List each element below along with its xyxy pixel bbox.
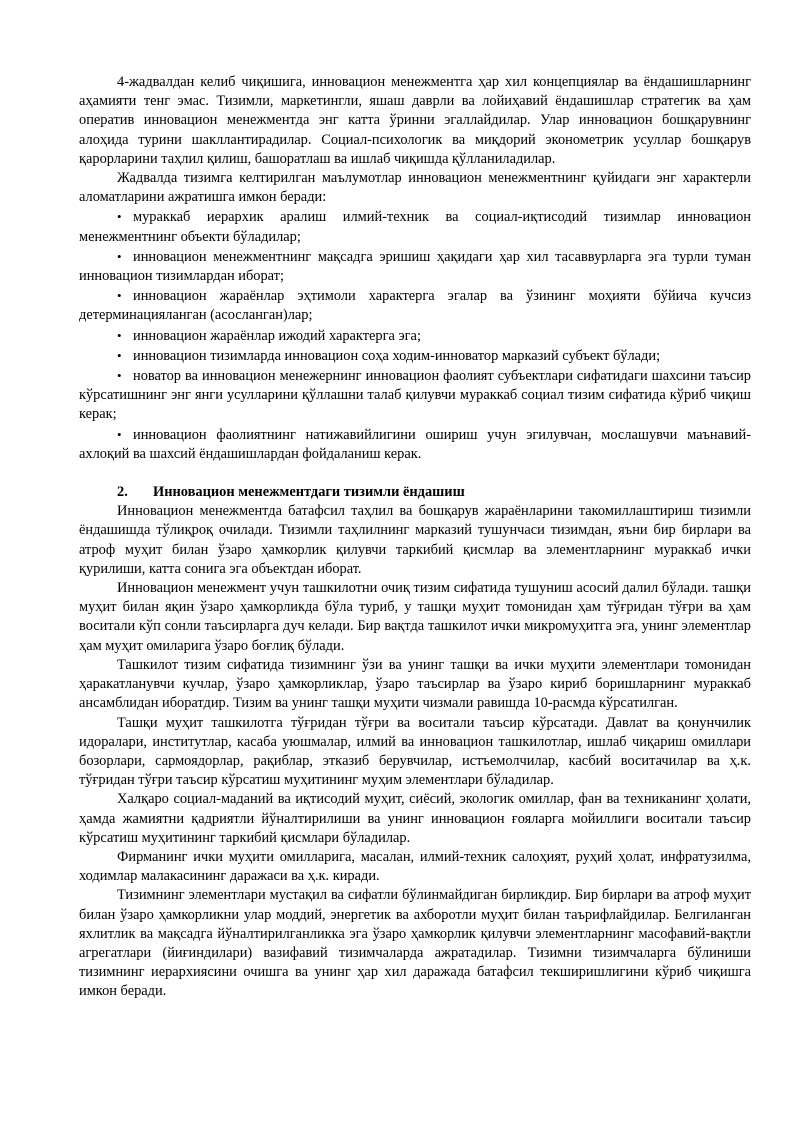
- bullet-item-6: [79, 366, 751, 425]
- bullet-item-4: [79, 326, 751, 346]
- section-paragraph-6: Фирманинг ички муҳити омилларига, масалан, илмий-техник салоҳият, руҳий ҳолат, инфратузилма, ходимлар малакасининг даражаси ва ҳ.к. киради.: [79, 848, 751, 885]
- document-page: [79, 73, 751, 1002]
- section-title: Инновацион менежментдаги тизимли ёндашиш: [153, 484, 465, 501]
- intro-paragraph-1: 4-жадвалдан келиб чиқишига, инновацион менежментга ҳар хил концепциялар ва ёндашишларнинг аҳамияти тенг эмас. Тизимли, маркетингли, яшаш даврли ва лойиҳавий ёндашишлар стратегик ва ҳам оператив инновацион менежментда энг катта ўринни эгаллайдилар. Улар инновацион бошқарувнинг алоҳида турини шакллантирадилар. Социал-психологик ва миқдорий эконометрик усуллар бошқарув қарорларини таҳлил қилиш, башоратлаш ва ишлаб чиқишда қўлланиладилар.: [79, 74, 751, 167]
- bullet-list: [79, 207, 751, 464]
- section-paragraph-2: Инновацион менежмент учун ташкилотни очиқ тизим сифатида тушуниш асосий далил бўлади. ташқи муҳит билан яқин ўзаро ҳамкорликда бўла туриб, у ташқи муҳит томонидан ҳам тўғридан тўғри ва ҳам воситали кўп сонли таъсирларга дуч келади. Бир вақтда ташкилот ички микромуҳитга эга, унинг элементлар ҳам муҳит омиларига ўзаро боғлиқ бўлади.: [79, 580, 751, 654]
- section-number: 2.: [117, 484, 128, 501]
- section-paragraph-1: Инновацион менежментда батафсил таҳлил ва бошқарув жараёнларини такомиллаштириш тизимли ёндашишда тўлиқроқ очилади. Тизимли таҳлилнинг марказий тушунчаси тизимдан, яъни бир бирлари ва атроф муҳит билан ўзаро ҳамкорлик қилувчи таркибий қисмлар ва элементларнинг мураккаб ички қурилиши, катта сонига эга объектдан иборат.: [79, 503, 751, 577]
- bullet-text: инновацион менежментнинг мақсадга эришиш ҳақидаги ҳар хил тасаввурларга эга турли туман инновацион тизимлардан иборат;: [79, 248, 751, 285]
- bullet-text: инновацион жараёнлар эҳтимоли характерга эгалар ва ўзининг моҳияти бўйича кучсиз детерминацияланган (асосланган)лар;: [79, 288, 751, 324]
- bullet-icon: •: [117, 209, 122, 225]
- section-paragraph-4: Ташқи муҳит ташкилотга тўғридан тўғри ва воситали таъсир кўрсатади. Давлат ва қонунчилик идоралари, институтлар, касаба уюшмалар, илмий ва инновацион ташкилотлар, ишлаб чиқариш омиллари бозорлари, сармоядорлар, рақиблар, эткaзиб берувчилар, истъемолчилар, касбий воситачилар ва ҳ.к. тўғридан тўғри таъсир кўрсатиш муҳитининг муҳим элементлари бўладилар.: [79, 714, 751, 789]
- bullet-item-3: [79, 286, 751, 325]
- section-paragraph-7: Тизимнинг элементлари мустақил ва сифатли бўлинмайдиган бирликдир. Бир бирлари ва атроф муҳит билан ўзаро ҳамкорликни улар моддий, энергетик ва ахборотли муҳит билан таърифлайдилар. Белгиланган яхлитлик ва мақсадга йўналтирилганликка эга ўзаро ҳамкорлик қилувчи элементларнинг масофавий-вақтли агрегатлари (йиғиндилари) вазифавий тизимчаларда ажратадилар. Тизимни тизимчаларга бўлиниши тизимнинг иерархиясини очишга ва унинг ҳар хил даражада батафсил текширишлигини кўриб чиқишга имкон беради.: [79, 887, 751, 1000]
- bullet-icon: •: [117, 368, 122, 384]
- bullet-icon: •: [117, 347, 122, 363]
- bullet-item-2: [79, 247, 751, 286]
- bullet-item-5: [79, 346, 751, 366]
- intro-paragraph-2: Жадвалда тизимга келтирилган маълумотлар инновацион менежментнинг қуйидаги энг характерли аломатларини ажратишга имкон беради:: [79, 170, 751, 206]
- bullet-text: инновацион жараёнлар ижодий характерга эга;: [133, 327, 421, 344]
- bullet-text: инновацион тизимларда инновацион соҳа ходим-инноватор марказий субъект бўлади;: [133, 347, 661, 364]
- bullet-icon: •: [117, 426, 122, 442]
- bullet-icon: •: [117, 288, 122, 304]
- bullet-text: новатор ва инновацион менежернинг инновацион фаолият субъектлари сифатидаги шахсини таъсир кўрсатишнинг энг янги усулларини қўллашни талаб қилувчи мураккаб социал тизим сифатида кўриб чиқиш керак;: [79, 368, 751, 423]
- bullet-item-7: [79, 425, 751, 464]
- bullet-item-1: [79, 207, 751, 246]
- section-paragraph-3: Ташкилот тизим сифатида тизимнинг ўзи ва унинг ташқи ва ички муҳити элементлари томонидан ҳаракатланувчи кучлар, ўзаро ҳамкорликлар, ўзаро таъсирлар ва ўзаро кириб боришларнинг мураккаб ансамблидан иборатдир. Тизим ва унинг ташқи муҳити чизмали равишда 10-расмда кўрсатилган.: [79, 656, 751, 712]
- blank-line: [79, 464, 751, 483]
- bullet-icon: •: [117, 248, 122, 264]
- bullet-text: мураккаб иерархик аралиш илмий-техник ва социал-иқтисодий тизимлар инновацион менежментнинг объекти бўладилар;: [79, 209, 751, 245]
- section-heading: [79, 483, 751, 502]
- bullet-icon: •: [117, 327, 122, 343]
- bullet-text: инновацион фаолиятнинг натижавийлигини ошириш учун эгилувчан, мослашувчи маънавий-ахлоқий ва шахсий ёндашишлардан фойдаланиш керак.: [79, 426, 751, 462]
- section-paragraph-5: Халқаро социал-маданий ва иқтисодий муҳит, сиёсий, экологик омиллар, фан ва техниканинг ҳолати, ҳамда жамиятни қадриятли йўналтирилиши ва унинг инновацион ғояларга мойиллиги воситали таъсир кўрсатиш муҳитининг таркибий қисмлари бўладилар.: [79, 791, 751, 846]
